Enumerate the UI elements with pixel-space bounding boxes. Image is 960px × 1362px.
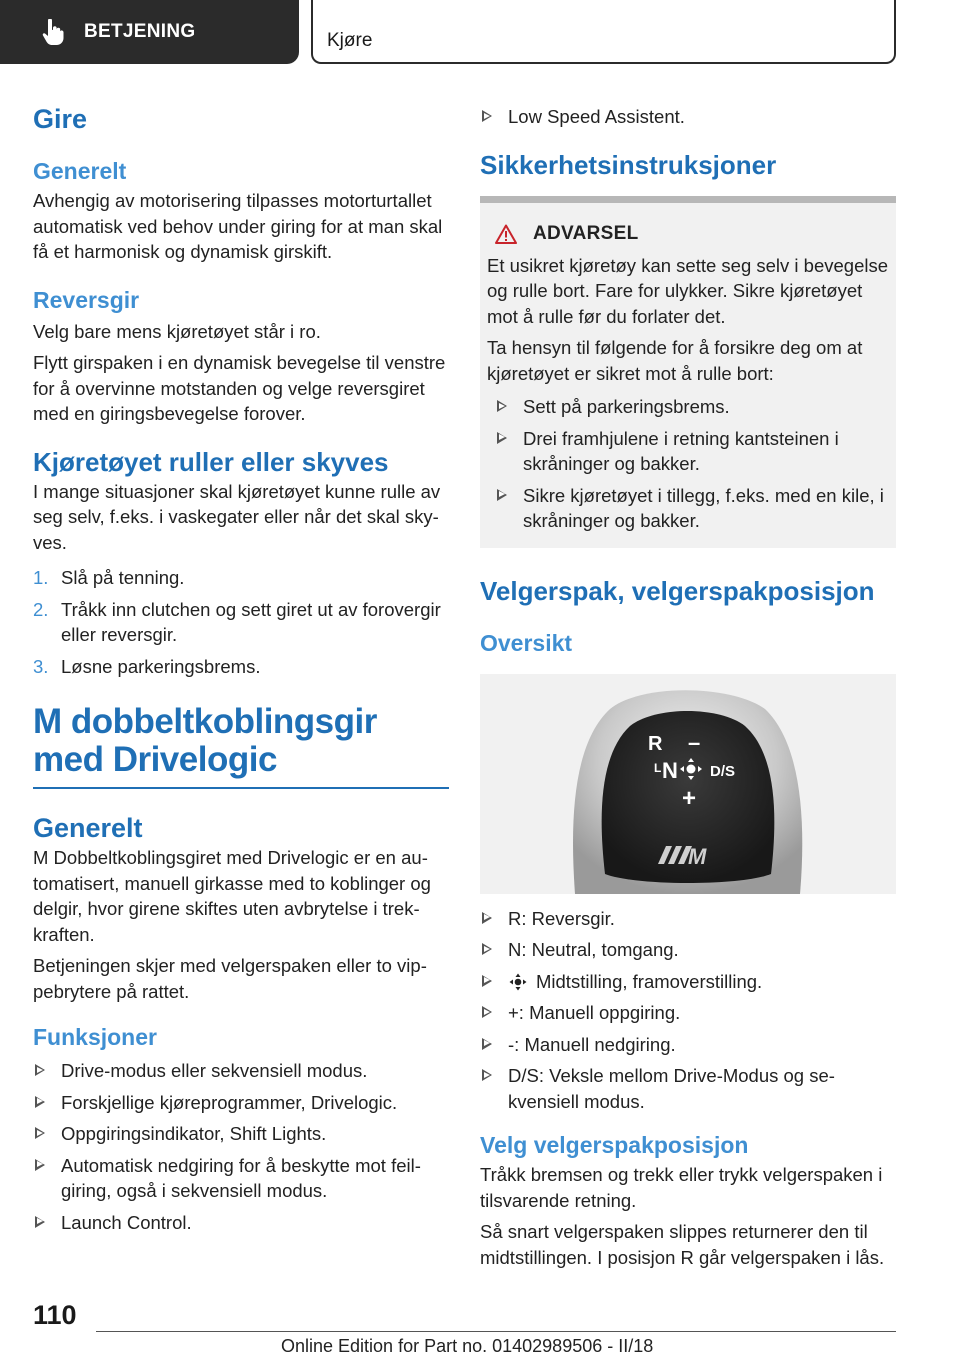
- list-item: [33, 1090, 449, 1116]
- heading-velgerspak: Velgerspak, velgerspakposisjon: [480, 575, 875, 606]
- paragraph: Betjeningen skjer med velgerspaken eller to vippebrytere på rattet.: [33, 955, 427, 1002]
- list-item-text: Sett på parkeringsbrems.: [523, 396, 730, 417]
- warning-triangle-icon: [495, 224, 517, 244]
- paragraph: Flytt girspaken i en dynamisk bevegelse til venstre for å overvinne motstanden og velge reversgiret med en giringsbevegelse forover.: [33, 352, 446, 424]
- list-item-text: Drive-modus eller sekvensiell modus.: [61, 1060, 368, 1081]
- triangle-bullet-icon: [35, 1096, 45, 1108]
- paragraph: M Dobbeltkoblingsgiret med Drivelogic er en automatisert, manuell girkasse med to koblinger og delgir, hvor girene skiftes uten avbrytelse i trekkraften.: [33, 847, 431, 945]
- footer-divider: [96, 1331, 896, 1332]
- warning-title: ADVARSEL: [533, 222, 639, 244]
- center-position-icon: [508, 972, 528, 992]
- list-item-text: D/S: Veksle mellom Drive-Modus og sekvensiell modus.: [508, 1065, 835, 1112]
- functions-list: [33, 1058, 449, 1235]
- chapter-box: [311, 0, 896, 64]
- section-tab: [0, 0, 299, 64]
- triangle-bullet-icon: [35, 1127, 45, 1139]
- list-item-text: Midtstilling, framoverstilling.: [536, 970, 763, 992]
- triangle-bullet-icon: [482, 1069, 492, 1081]
- step-number: 1.: [33, 567, 49, 588]
- step-text: Løsne parkeringsbrems.: [61, 655, 261, 677]
- list-item: [33, 654, 449, 680]
- list-item: [480, 906, 896, 932]
- warning-paragraph: Ta hensyn til følgende for å forsikre deg om at kjøretøyet er sikret mot å rulle bort:: [487, 337, 863, 384]
- list-item-text: Sikre kjøretøyet i tillegg, f.eks. med en kile, i skråninger og bakker.: [523, 484, 884, 531]
- list-item-text: +: Manuell oppgiring.: [508, 1002, 681, 1023]
- list-item: [480, 1032, 896, 1058]
- gear-selector-figure: [480, 674, 896, 894]
- section-label: BETJENING: [84, 21, 196, 42]
- heading-mdkg: M dobbeltkoblingsgir med Drivelogic: [33, 702, 377, 779]
- heading-sikkerhet: Sikkerhetsinstruksjoner: [480, 149, 777, 180]
- step-text: Slå på tenning.: [61, 567, 185, 588]
- heading-divider: [33, 787, 449, 789]
- heading-generelt: Generelt: [33, 813, 143, 843]
- heading-gire: Gire: [33, 104, 88, 134]
- triangle-bullet-icon: [482, 912, 492, 924]
- knob-label-minus: –: [688, 729, 701, 755]
- paragraph: Avhengig av motorisering tilpasses motorturtallet automatisk ved behov under giring for at man skal få et harmonisk og dynamisk girskift.: [33, 190, 443, 262]
- triangle-bullet-icon: [497, 432, 507, 444]
- triangle-bullet-icon: [497, 489, 507, 501]
- knob-label-plus: +: [682, 784, 697, 812]
- positions-list: [480, 906, 896, 1115]
- edition-note: Online Edition for Part no. 01402989506 - II/18: [281, 1336, 654, 1356]
- list-item: [480, 1063, 896, 1114]
- heading-ruller: Kjøretøyet ruller eller skyves: [33, 446, 389, 477]
- heading-oversikt: Oversikt: [480, 629, 573, 656]
- hand-pointer-icon: [42, 19, 64, 45]
- list-item-text: Forskjellige kjøreprogrammer, Drivelogic.: [61, 1091, 398, 1113]
- list-item: [33, 1210, 449, 1236]
- triangle-bullet-icon: [497, 400, 507, 412]
- list-item: [33, 1058, 449, 1084]
- steps-list: [33, 565, 449, 679]
- knob-label-ds: D/S: [710, 762, 736, 780]
- triangle-bullet-icon: [482, 1038, 492, 1050]
- list-item: [480, 1000, 896, 1026]
- list-item: [33, 597, 449, 648]
- m-logo-text: M: [688, 843, 707, 869]
- step-number: 3.: [33, 655, 49, 677]
- triangle-bullet-icon: [35, 1159, 45, 1171]
- paragraph: Tråkk bremsen og trekk eller trykk velgerspaken i tilsvarende retning.: [480, 1164, 883, 1211]
- list-item-text: Drei framhjulene i retning kantsteinen i skråninger og bakker.: [523, 427, 839, 474]
- triangle-bullet-icon: [482, 1006, 492, 1018]
- list-item-text: R: Reversgir.: [508, 907, 615, 929]
- list-item: [480, 937, 896, 963]
- list-item: [480, 969, 896, 995]
- list-item-text: Oppgiringsindikator, Shift Lights.: [61, 1123, 327, 1144]
- continued-list: [480, 104, 896, 130]
- right-column: [480, 104, 896, 1270]
- triangle-bullet-icon: [482, 975, 492, 987]
- left-column: [33, 98, 449, 1241]
- knob-label-l: L: [654, 760, 662, 775]
- chapter-title: Kjøre: [327, 30, 373, 51]
- warning-box: [480, 196, 896, 548]
- list-item: [487, 394, 888, 420]
- knob-label-r: R: [648, 732, 663, 755]
- list-item: [33, 1153, 449, 1204]
- list-item: [487, 483, 888, 534]
- step-text: Tråkk inn clutchen og sett giret ut av forovergir eller reversgir.: [61, 598, 441, 645]
- warning-paragraph: Et usikret kjøretøy kan sette seg selv i bevegelse og rulle bort. Fare for ulykker. Sikre kjøretøyet mot å rulle før du forlater det.: [487, 254, 889, 327]
- heading-generelt: Generelt: [33, 158, 127, 184]
- triangle-bullet-icon: [482, 110, 492, 122]
- page-header: [0, 0, 960, 66]
- list-item-text: -: Manuell nedgiring.: [508, 1033, 676, 1055]
- gear-selector-knob-image: [480, 674, 896, 894]
- list-item: [33, 1121, 449, 1147]
- list-item: [480, 104, 896, 130]
- list-item-text: N: Neutral, tomgang.: [508, 939, 679, 960]
- triangle-bullet-icon: [35, 1064, 45, 1076]
- list-item-text: Automatisk nedgiring for å beskytte mot feilgiring, også i sekvensiell modus.: [61, 1154, 421, 1201]
- page-number: 110: [33, 1300, 77, 1330]
- list-item-text: Low Speed Assistent.: [508, 106, 685, 127]
- paragraph: I mange situasjoner skal kjøretøyet kunne rulle av seg selv, f.eks. i vaskegater eller når det skal skyves.: [33, 480, 441, 553]
- step-number: 2.: [33, 598, 49, 620]
- paragraph: Velg bare mens kjøretøyet står i ro.: [33, 320, 321, 342]
- paragraph: Så snart velgerspaken slippes returnerer den til midtstillingen. I posisjon R går velgerspaken i lås.: [480, 1221, 885, 1268]
- triangle-bullet-icon: [35, 1216, 45, 1228]
- heading-funksjoner: Funksjoner: [33, 1024, 157, 1050]
- knob-label-n: N: [662, 757, 678, 783]
- triangle-bullet-icon: [482, 943, 492, 955]
- list-item: [487, 426, 888, 477]
- warning-list: [487, 394, 888, 534]
- warning-header: [487, 223, 888, 245]
- list-item-text: Launch Control.: [61, 1211, 192, 1233]
- heading-velg: Velg velgerspakposisjon: [480, 1132, 749, 1158]
- list-item: [33, 565, 449, 591]
- heading-reversgir: Reversgir: [33, 286, 140, 313]
